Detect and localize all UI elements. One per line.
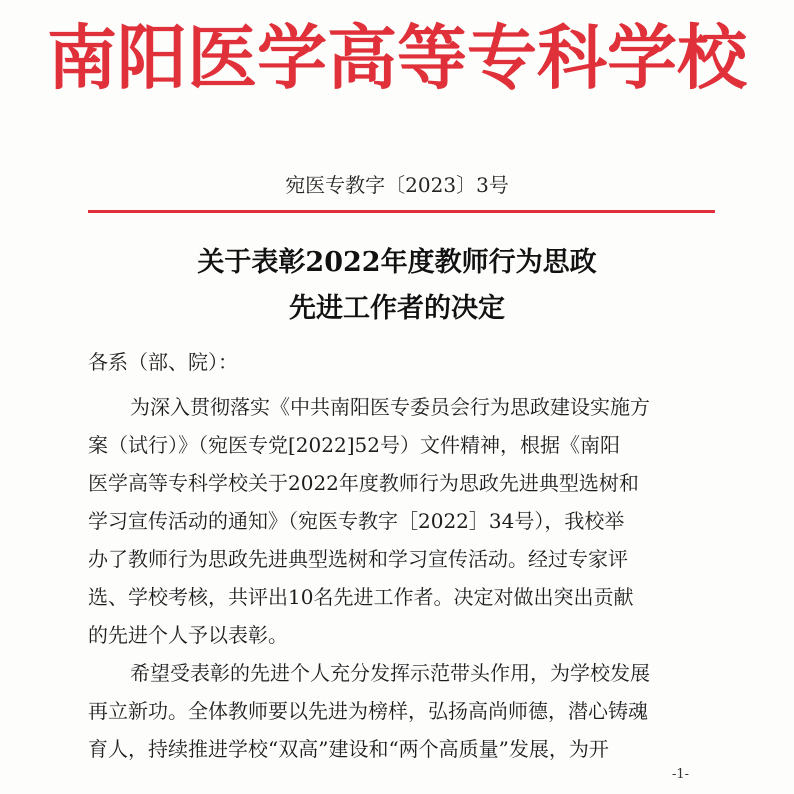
body-line: 再立新功。全体教师要以先进为榜样，弘扬高尚师德，潜心铸魂 — [88, 699, 648, 723]
body-line: 为深入贯彻落实《中共南阳医专委员会行为思政建设实施方 — [130, 395, 650, 419]
title-line-2: 先进工作者的决定 — [289, 293, 505, 324]
body-line: 医学高等专科学校关于2022年度教师行为思政先进典型选树和 — [88, 471, 639, 495]
body-line: 育人，持续推进学校“双高”建设和“两个高质量”发展，为开 — [88, 737, 609, 761]
body-line: 案（试行）》（宛医专党[2022]52号）文件精神，根据《南阳 — [88, 433, 620, 457]
body-line: 希望受表彰的先进个人充分发挥示范带头作用，为学校发展 — [130, 661, 650, 685]
body-line: 的先进个人予以表彰。 — [88, 623, 288, 647]
body-line: 学习宣传活动的通知》（宛医专教字［2022］34号），我校举 — [88, 509, 625, 533]
salutation: 各系（部、院）： — [88, 350, 238, 374]
document-body — [88, 388, 718, 768]
title-line-1: 关于表彰2022年度教师行为思政 — [197, 247, 597, 278]
institution-masthead: 南阳医学高等专科学校 — [47, 17, 747, 99]
body-line: 选、学校考核，共评出10名先进工作者。决定对做出突出贡献 — [88, 585, 634, 609]
page-number: -1- — [672, 767, 690, 782]
body-line: 办了教师行为思政先进典型选树和学习宣传活动。经过专家评 — [88, 547, 628, 571]
red-divider-line — [88, 210, 715, 213]
document-number: 宛医专教字〔2023〕3号 — [285, 173, 509, 197]
document-title — [0, 240, 794, 332]
